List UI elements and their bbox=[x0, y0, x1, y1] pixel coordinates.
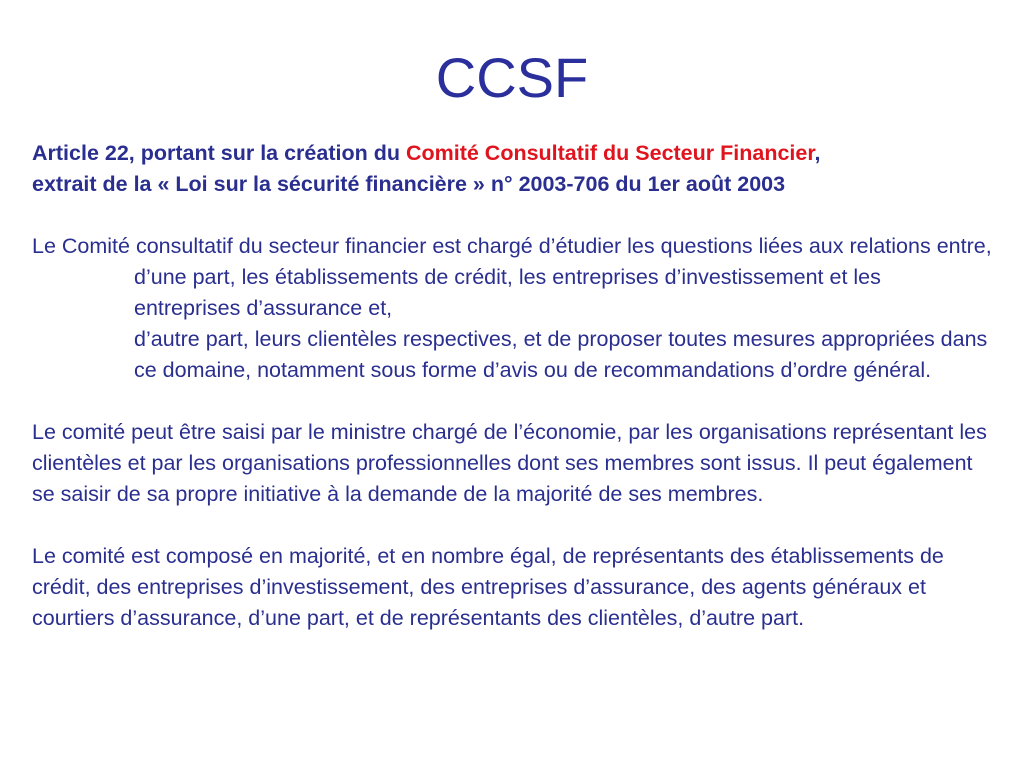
article-heading bbox=[32, 138, 992, 200]
heading-line2: extrait de la « Loi sur la sécurité financière » n° 2003-706 du 1er août 2003 bbox=[32, 172, 786, 196]
heading-highlight: Comité Consultatif du Secteur Financier bbox=[405, 141, 815, 165]
paragraph-2: Le comité peut être saisi par le ministre chargé de l’économie, par les organisations représentant les clientèles et par les organisations professionnelles dont ses membres sont issus. Il peut également se saisir de sa propre initiative à la demande de la majorité de ses membres. bbox=[32, 420, 987, 506]
slide-title: CCSF bbox=[435, 46, 589, 109]
paragraph-1-item-1: d’une part, les établissements de crédit, les entreprises d’investissement et les entreprises d’assurance et, bbox=[134, 265, 881, 320]
paragraph-1-intro: Le Comité consultatif du secteur financier est chargé d’étudier les questions liées aux relations entre, bbox=[32, 234, 992, 258]
paragraph-3: Le comité est composé en majorité, et en nombre égal, de représentants des établissements de crédit, des entreprises d’investissement, des entreprises d’assurance, des agents généraux et courtiers d’assurance, d’une part, et de représentants des clientèles, d’autre part. bbox=[32, 544, 944, 630]
spacer bbox=[32, 510, 992, 541]
slide-body bbox=[32, 138, 992, 634]
paragraph-1-item-2: d’autre part, leurs clientèles respectives, et de proposer toutes mesures appropriées dans ce domaine, notamment sous forme d’avis ou de recommandations d’ordre général. bbox=[134, 327, 988, 382]
heading-prefix: Article 22, portant sur la création du bbox=[32, 141, 406, 165]
heading-suffix: , bbox=[814, 141, 821, 165]
spacer bbox=[32, 386, 992, 417]
spacer bbox=[32, 200, 992, 231]
